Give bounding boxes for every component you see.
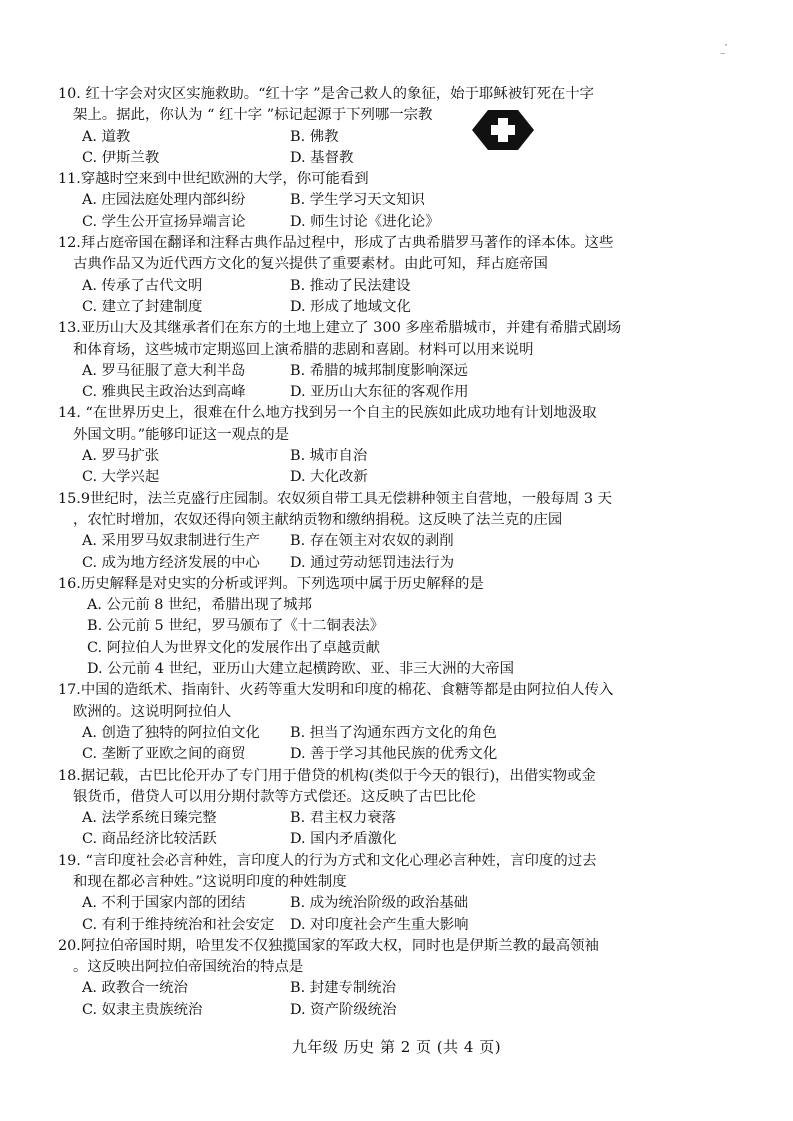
- option-c: C. 成为地方经济发展的中心: [82, 554, 260, 571]
- option-d: D. 对印度社会产生重大影响: [290, 916, 469, 933]
- question-stem: 18.据记载，古巴比伦开办了专门用于借贷的机构(类似于今天的银行)，出借实物或金: [58, 767, 596, 784]
- question-stem: 15.9世纪时，法兰克盛行庄园制。农奴须自带工具无偿耕种领主自营地，一般每周 3 天: [58, 490, 613, 507]
- option-a: A. 不利于国家内部的团结: [82, 895, 246, 912]
- question-stem: 12.拜占庭帝国在翻译和注释古典作品过程中，形成了古典希腊罗马著作的译本体。这些: [58, 235, 614, 252]
- question-10: [58, 84, 668, 169]
- question-12: [58, 233, 668, 318]
- question-stem: 19. “言印度社会必言种姓，言印度人的行为方式和文化心理必言种姓，言印度的过去: [58, 852, 597, 869]
- question-stem-continued: ，农忙时增加，农奴还得向领主献纳贡物和缴纳捐税。这反映了法兰克的庄园: [73, 511, 563, 528]
- option-b: B. 担当了沟通东西方文化的角色: [290, 724, 497, 741]
- question-list: [58, 84, 668, 1021]
- option-c: C. 建立了封建制度: [82, 298, 203, 315]
- option-c: C. 有利于维持统治和社会安定: [82, 916, 275, 933]
- option-d: D. 大化改新: [290, 469, 368, 486]
- option-d: D. 公元前 4 世纪，亚历山大建立起横跨欧、亚、非三大洲的大帝国: [87, 661, 515, 678]
- option-a: A. 庄园法庭处理内部纠纷: [82, 192, 246, 209]
- option-a: A. 公元前 8 世纪，希腊出现了城邦: [87, 597, 312, 614]
- question-stem: 17.中国的造纸术、指南针、火药等重大发明和印度的棉花、食糖等都是由阿拉伯人传入: [58, 682, 614, 699]
- option-b: B. 城市自治: [290, 448, 368, 465]
- question-stem-continued: 银货币，借贷人可以用分期付款等方式偿还。这反映了古巴比伦: [73, 788, 476, 805]
- question-stem-continued: 架上。据此，你认为 “ 红十字 ”标记起源于下列哪一宗教: [73, 107, 433, 124]
- option-c: C. 学生公开宣扬异端言论: [82, 213, 246, 230]
- option-d: D. 通过劳动惩罚违法行为: [290, 554, 455, 571]
- question-19: [58, 851, 668, 936]
- question-13: [58, 318, 668, 403]
- option-a: A. 道教: [82, 128, 131, 145]
- page-footer: 九年级 历史 第 2 页 (共 4 页): [291, 1038, 502, 1056]
- question-17: [58, 680, 668, 765]
- option-c: C. 奴隶主贵族统治: [82, 1001, 203, 1018]
- question-20: [58, 936, 668, 1021]
- option-b: B. 学生学习天文知识: [290, 192, 425, 209]
- question-stem: 11.穿越时空来到中世纪欧洲的大学，你可能看到: [58, 171, 369, 188]
- option-b: B. 成为统治阶级的政治基础: [290, 895, 469, 912]
- option-d: D. 善于学习其他民族的优秀文化: [290, 746, 498, 763]
- question-stem: 14. “在世界历史上，很难在什么地方找到另一个自主的民族如此成功地有计划地汲取: [58, 405, 597, 422]
- option-c: C. 垄断了亚欧之间的商贸: [82, 746, 246, 763]
- option-a: A. 传承了古代文明: [82, 277, 203, 294]
- option-b: B. 佛教: [290, 128, 339, 145]
- question-stem: 20.阿拉伯帝国时期，哈里发不仅独揽国家的军政大权，同时也是伊斯兰教的最高领袖: [58, 937, 599, 954]
- option-a: A. 政教合一统治: [82, 980, 188, 997]
- option-c: C. 大学兴起: [82, 469, 160, 486]
- question-stem-continued: 。这反映出阿拉伯帝国统治的特点是: [73, 959, 304, 976]
- option-a: A. 创造了独特的阿拉伯文化: [82, 724, 260, 741]
- question-stem: 16.历史解释是对史实的分析或评判。下列选项中属于历史解释的是: [58, 575, 484, 592]
- option-a: A. 罗马征服了意大利半岛: [82, 362, 246, 379]
- question-stem-continued: 和现在都必言种姓。”这说明印度的种姓制度: [73, 873, 347, 890]
- option-a: A. 罗马扩张: [82, 448, 160, 465]
- question-16: [58, 574, 668, 680]
- corner-mark: _′: [720, 44, 727, 54]
- option-a: A. 采用罗马奴隶制进行生产: [82, 533, 260, 550]
- option-a: A. 法学系统日臻完整: [82, 810, 217, 827]
- question-stem-continued: 和体育场，这些城市定期巡回上演希腊的悲剧和喜剧。材料可以用来说明: [73, 341, 534, 358]
- option-d: D. 亚历山大东征的客观作用: [290, 384, 469, 401]
- question-stem-continued: 欧洲的。这说明阿拉伯人: [73, 703, 232, 720]
- option-b: B. 希腊的城邦制度影响深远: [290, 362, 469, 379]
- question-stem: 10. 红十字会对灾区实施救助。“红十字 ”是舍己救人的象征，始于耶稣被钉死在十字: [58, 86, 595, 102]
- option-b: B. 推动了民法建设: [290, 277, 411, 294]
- option-c: C. 阿拉伯人为世界文化的发展作出了卓越贡献: [87, 639, 381, 656]
- option-b: B. 封建专制统治: [290, 980, 397, 997]
- option-c: C. 伊斯兰教: [82, 149, 160, 166]
- option-d: D. 资产阶级统治: [290, 1001, 397, 1018]
- question-18: [58, 766, 668, 851]
- option-c: C. 雅典民主政治达到高峰: [82, 384, 246, 401]
- option-b: B. 公元前 5 世纪，罗马颁布了《十二铜表法》: [87, 618, 385, 635]
- option-d: D. 师生讨论《进化论》: [290, 213, 440, 230]
- option-d: D. 形成了地域文化: [290, 298, 411, 315]
- question-14: [58, 403, 668, 488]
- question-stem-continued: 古典作品又为近代西方文化的复兴提供了重要素材。由此可知，拜占庭帝国: [73, 256, 548, 273]
- question-15: [58, 489, 668, 574]
- option-c: C. 商品经济比较活跃: [82, 831, 217, 848]
- option-b: B. 存在领主对农奴的剥削: [290, 533, 454, 550]
- option-b: B. 君主权力衰落: [290, 810, 397, 827]
- option-d: D. 基督教: [290, 149, 354, 166]
- question-stem: 13.亚历山大及其继承者们在东方的土地上建立了 300 多座希腊城市，并建有希腊式剧场: [58, 320, 622, 337]
- question-11: [58, 169, 668, 233]
- question-stem-continued: 外国文明。”能够印证这一观点的是: [73, 426, 290, 443]
- option-d: D. 国内矛盾激化: [290, 831, 397, 848]
